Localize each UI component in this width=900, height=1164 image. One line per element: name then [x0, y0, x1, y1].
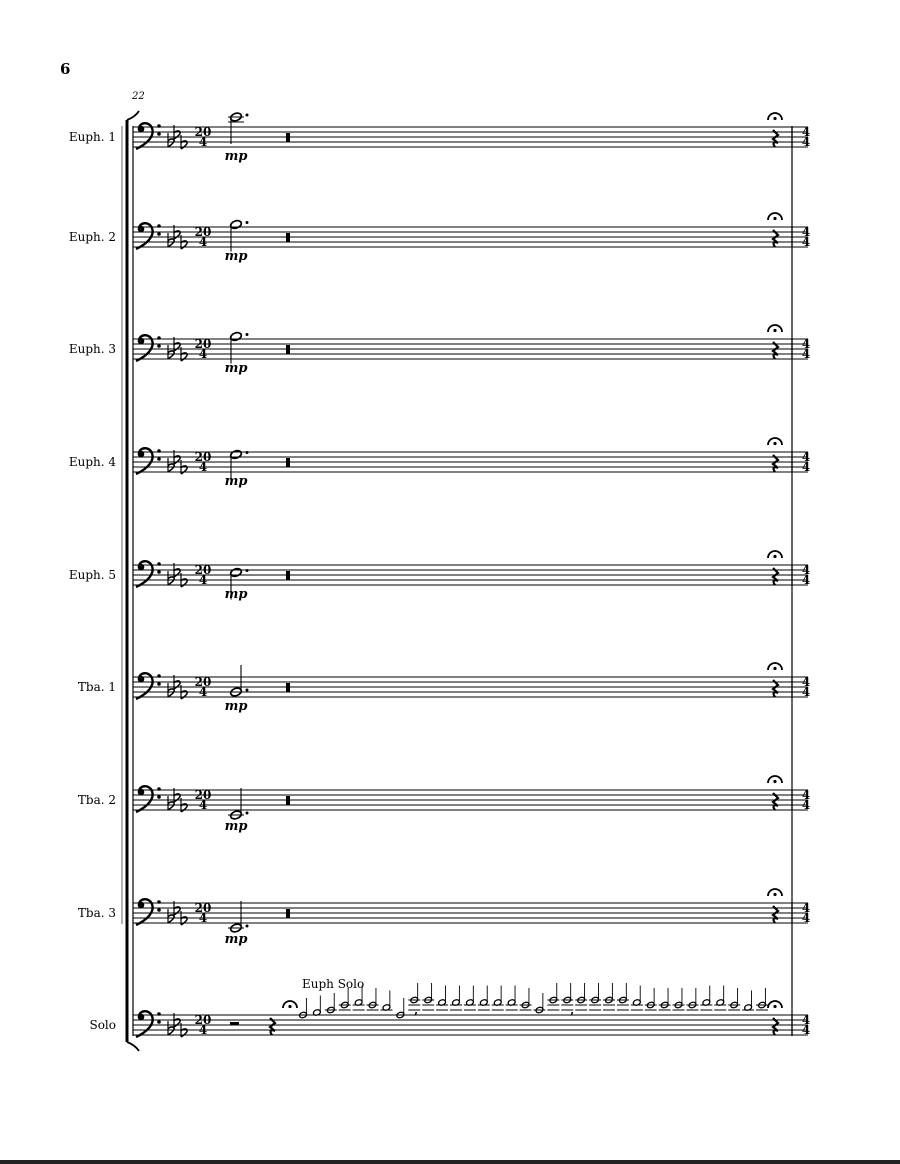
next-time-sig-top: 4 — [801, 337, 811, 351]
augmentation-dot — [246, 689, 249, 692]
staff — [78, 889, 810, 947]
next-time-sig-top: 4 — [801, 901, 811, 915]
next-time-sig-bottom: 4 — [801, 798, 811, 812]
fermata-icon — [768, 776, 782, 783]
staff — [69, 325, 810, 376]
quarter-rest-icon — [773, 568, 778, 585]
dynamic-marking: mp — [224, 819, 248, 834]
instrument-label: Euph. 3 — [68, 342, 116, 356]
staff — [69, 112, 810, 164]
breath-mark: , — [414, 1003, 419, 1017]
augmentation-dot — [246, 221, 249, 224]
dynamic-marking: mp — [224, 587, 248, 602]
fermata-icon — [768, 551, 782, 558]
measure-number: 22 — [132, 91, 145, 102]
multirest — [286, 796, 290, 805]
fermata-icon — [768, 663, 782, 670]
staff — [78, 776, 810, 834]
fermata-icon — [768, 213, 782, 220]
time-sig-top: 20 — [194, 125, 212, 139]
time-sig-bottom: 4 — [198, 798, 208, 812]
next-time-sig-bottom: 4 — [801, 1023, 811, 1037]
time-sig-top: 20 — [194, 337, 212, 351]
staff — [69, 438, 810, 489]
next-time-sig-top: 4 — [801, 450, 811, 464]
instrument-label: Euph. 4 — [68, 455, 116, 469]
multirest — [286, 133, 290, 142]
augmentation-dot — [246, 451, 249, 454]
time-sig-bottom: 4 — [198, 347, 208, 361]
time-sig-bottom: 4 — [198, 685, 208, 699]
quarter-rest-icon — [773, 455, 778, 472]
flat-sign-icon — [168, 683, 174, 697]
time-sig-top: 20 — [194, 450, 212, 464]
next-time-sig-top: 4 — [801, 675, 811, 689]
dynamic-marking: mp — [224, 699, 248, 714]
fermata-icon — [283, 1001, 297, 1008]
quarter-rest-icon — [773, 906, 778, 923]
next-time-sig-bottom: 4 — [801, 135, 811, 149]
time-sig-top: 20 — [194, 901, 212, 915]
time-sig-bottom: 4 — [198, 135, 208, 149]
multirest — [286, 458, 290, 467]
next-time-sig-bottom: 4 — [801, 573, 811, 587]
instrument-label: Euph. 2 — [68, 230, 116, 244]
multirest — [286, 683, 290, 692]
dynamic-marking: mp — [224, 932, 248, 947]
bracket-hook — [127, 1042, 139, 1051]
time-sig-bottom: 4 — [198, 460, 208, 474]
fermata-icon — [768, 438, 782, 445]
flat-sign-icon — [168, 133, 174, 147]
time-sig-bottom: 4 — [198, 1023, 208, 1037]
solo-label: Euph Solo — [302, 977, 365, 991]
flat-sign-icon — [168, 233, 174, 247]
dynamic-marking: mp — [224, 474, 248, 489]
flat-sign-icon — [168, 458, 174, 472]
instrument-label: Euph. 1 — [68, 130, 116, 144]
next-time-sig-bottom: 4 — [801, 685, 811, 699]
time-sig-top: 20 — [194, 788, 212, 802]
flat-sign-icon — [168, 1021, 174, 1035]
dynamic-marking: mp — [224, 249, 248, 264]
staff — [89, 977, 810, 1037]
next-time-sig-bottom: 4 — [801, 460, 811, 474]
fermata-icon — [768, 325, 782, 332]
time-sig-top: 20 — [194, 1013, 212, 1027]
dynamic-marking: mp — [224, 149, 248, 164]
bracket-hook — [127, 111, 139, 120]
next-time-sig-bottom: 4 — [801, 235, 811, 249]
half-rest — [230, 1022, 239, 1025]
time-sig-bottom: 4 — [198, 235, 208, 249]
augmentation-dot — [246, 114, 249, 117]
multirest — [286, 909, 290, 918]
time-sig-bottom: 4 — [198, 911, 208, 925]
quarter-rest-icon — [270, 1018, 275, 1035]
instrument-label: Tba. 1 — [77, 680, 116, 694]
page-number: 6 — [60, 60, 71, 78]
time-sig-top: 20 — [194, 563, 212, 577]
quarter-rest-icon — [773, 680, 778, 697]
next-time-sig-bottom: 4 — [801, 347, 811, 361]
augmentation-dot — [246, 925, 249, 928]
staff — [69, 551, 810, 602]
time-sig-bottom: 4 — [198, 573, 208, 587]
quarter-rest-icon — [773, 1018, 778, 1035]
flat-sign-icon — [168, 571, 174, 585]
next-time-sig-top: 4 — [801, 788, 811, 802]
quarter-rest-icon — [773, 230, 778, 247]
staff — [69, 213, 810, 264]
augmentation-dot — [246, 333, 249, 336]
instrument-label: Tba. 2 — [77, 793, 116, 807]
instrument-label: Solo — [89, 1018, 116, 1032]
next-time-sig-top: 4 — [801, 125, 811, 139]
quarter-rest-icon — [773, 130, 778, 147]
multirest — [286, 345, 290, 354]
augmentation-dot — [246, 812, 249, 815]
next-time-sig-top: 4 — [801, 563, 811, 577]
quarter-rest-icon — [773, 793, 778, 810]
breath-mark: , — [570, 1003, 575, 1017]
quarter-rest-icon — [773, 342, 778, 359]
fermata-icon — [768, 1001, 782, 1008]
time-sig-top: 20 — [194, 225, 212, 239]
flat-sign-icon — [168, 796, 174, 810]
staff — [78, 663, 810, 714]
instrument-label: Tba. 3 — [77, 906, 116, 920]
next-time-sig-top: 4 — [801, 1013, 811, 1027]
dynamic-marking: mp — [224, 361, 248, 376]
next-time-sig-top: 4 — [801, 225, 811, 239]
augmentation-dot — [246, 569, 249, 572]
multirest — [286, 571, 290, 580]
flat-sign-icon — [168, 909, 174, 923]
flat-sign-icon — [168, 345, 174, 359]
instrument-label: Euph. 5 — [68, 568, 116, 582]
multirest — [286, 233, 290, 242]
fermata-icon — [768, 113, 782, 120]
next-time-sig-bottom: 4 — [801, 911, 811, 925]
time-sig-top: 20 — [194, 675, 212, 689]
fermata-icon — [768, 889, 782, 896]
